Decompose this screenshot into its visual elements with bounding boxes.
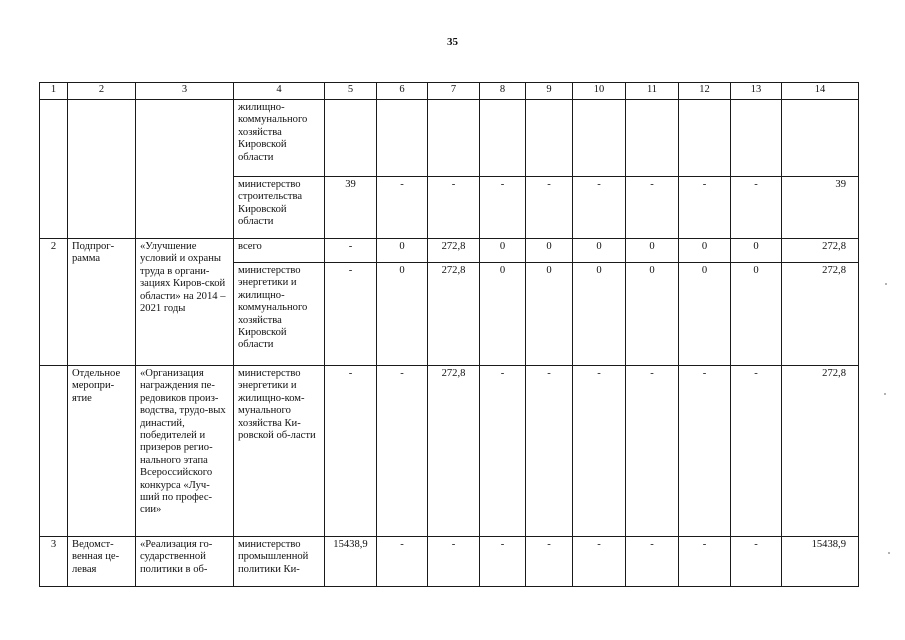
cell-responsible: министерство энергетики и жилищно-ком-мунального хозяйства Ки-ровской об-ласти	[234, 366, 325, 537]
cell-value: 0	[679, 239, 731, 263]
cell-value: -	[679, 537, 731, 587]
cell-value: -	[526, 537, 573, 587]
cell-value: -	[428, 537, 480, 587]
cell-value: -	[679, 366, 731, 537]
table-row	[40, 239, 859, 263]
header-cell: 10	[573, 83, 626, 100]
cell-value	[626, 100, 679, 177]
scan-speck	[884, 393, 886, 395]
cell-value: -	[480, 177, 526, 239]
cell-value: 0	[573, 239, 626, 263]
cell-value	[526, 100, 573, 177]
cell-index: 3	[40, 537, 68, 587]
cell-type	[68, 100, 136, 239]
column-number-row	[40, 83, 859, 100]
header-cell: 6	[377, 83, 428, 100]
cell-responsible: министерство энергетики и жилищно-коммунального хозяйства Кировской области	[234, 263, 325, 366]
cell-value: -	[480, 537, 526, 587]
cell-responsible: жилищно-коммунального хозяйства Кировской области	[234, 100, 325, 177]
cell-value: -	[679, 177, 731, 239]
cell-value: -	[377, 177, 428, 239]
cell-value: -	[573, 177, 626, 239]
budget-table	[39, 82, 859, 587]
cell-index	[40, 100, 68, 239]
cell-value: -	[573, 537, 626, 587]
cell-value	[480, 100, 526, 177]
table-row	[40, 537, 859, 587]
cell-value: -	[325, 239, 377, 263]
cell-value	[679, 100, 731, 177]
page-number: 35	[447, 36, 458, 48]
cell-value: 272,8	[782, 239, 859, 263]
cell-value: -	[626, 366, 679, 537]
cell-value: 39	[782, 177, 859, 239]
cell-value: -	[325, 263, 377, 366]
cell-value: 272,8	[428, 239, 480, 263]
scan-speck	[888, 552, 890, 554]
cell-value: -	[480, 366, 526, 537]
cell-title: «Реализация го-сударственной политики в об-	[136, 537, 234, 587]
cell-type: Отдельное меропри-ятие	[68, 366, 136, 537]
cell-value: 0	[626, 263, 679, 366]
cell-value: -	[626, 537, 679, 587]
cell-value: 0	[377, 263, 428, 366]
cell-value: 272,8	[428, 263, 480, 366]
cell-value	[428, 100, 480, 177]
header-cell: 3	[136, 83, 234, 100]
cell-type: Ведомст-венная це-левая	[68, 537, 136, 587]
cell-value: -	[526, 177, 573, 239]
cell-title	[136, 100, 234, 239]
header-cell: 5	[325, 83, 377, 100]
cell-value: -	[731, 177, 782, 239]
header-cell: 11	[626, 83, 679, 100]
cell-value: 0	[526, 263, 573, 366]
header-cell: 13	[731, 83, 782, 100]
cell-responsible: министерство промышленной политики Ки-	[234, 537, 325, 587]
cell-responsible: всего	[234, 239, 325, 263]
header-cell: 14	[782, 83, 859, 100]
header-cell: 4	[234, 83, 325, 100]
cell-value: 0	[731, 263, 782, 366]
cell-value: 0	[679, 263, 731, 366]
cell-title: «Организация награждения пе-редовиков произ-водства, трудо-вых династий, победителей и призеров регио-нального этапа Всероссийского конкурса «Луч-ший по профес-сии»	[136, 366, 234, 537]
cell-index: 2	[40, 239, 68, 366]
cell-value: -	[573, 366, 626, 537]
cell-value: 0	[731, 239, 782, 263]
cell-value: -	[377, 366, 428, 537]
cell-title: «Улучшение условий и охраны труда в органи-зациях Киров-ской области» на 2014 – 2021 годы	[136, 239, 234, 366]
cell-value: 15438,9	[782, 537, 859, 587]
cell-value	[377, 100, 428, 177]
header-cell: 7	[428, 83, 480, 100]
cell-value: 0	[626, 239, 679, 263]
cell-value: -	[731, 537, 782, 587]
cell-value	[573, 100, 626, 177]
cell-value: 272,8	[428, 366, 480, 537]
cell-value: -	[626, 177, 679, 239]
cell-value	[731, 100, 782, 177]
header-cell: 9	[526, 83, 573, 100]
table-row	[40, 100, 859, 177]
cell-value: -	[526, 366, 573, 537]
header-cell: 1	[40, 83, 68, 100]
cell-value: -	[428, 177, 480, 239]
cell-value: 272,8	[782, 263, 859, 366]
header-cell: 8	[480, 83, 526, 100]
cell-value: 0	[573, 263, 626, 366]
cell-value: 0	[480, 263, 526, 366]
cell-value: -	[377, 537, 428, 587]
cell-index	[40, 366, 68, 537]
cell-value	[325, 100, 377, 177]
scan-speck	[885, 283, 887, 285]
cell-responsible: министерство строительства Кировской области	[234, 177, 325, 239]
cell-type: Подпрог-рамма	[68, 239, 136, 366]
cell-value: 272,8	[782, 366, 859, 537]
cell-value: 0	[480, 239, 526, 263]
cell-value: -	[731, 366, 782, 537]
cell-value: 15438,9	[325, 537, 377, 587]
cell-value: 0	[526, 239, 573, 263]
cell-value: 0	[377, 239, 428, 263]
cell-value: 39	[325, 177, 377, 239]
table-row	[40, 366, 859, 537]
cell-value: -	[325, 366, 377, 537]
header-cell: 12	[679, 83, 731, 100]
cell-value	[782, 100, 859, 177]
header-cell: 2	[68, 83, 136, 100]
